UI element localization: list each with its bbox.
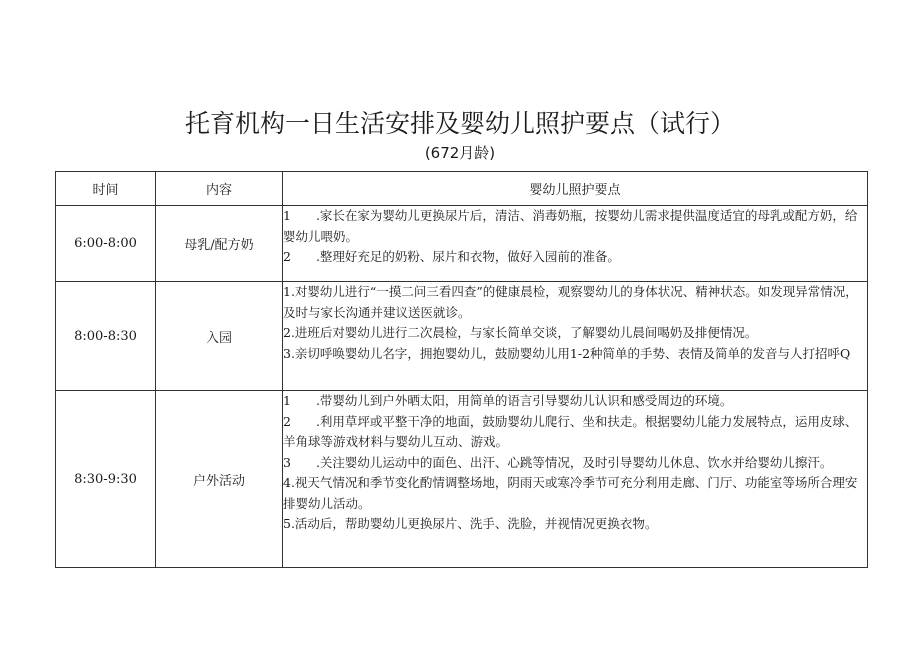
header-time: 时间: [56, 172, 156, 206]
document-title: 托育机构一日生活安排及婴幼儿照护要点（试行）: [184, 109, 735, 138]
daily-schedule-table: [55, 171, 868, 568]
care-point: 2 .整理好充足的奶粉、尿片和衣物，做好入园前的准备。: [283, 249, 620, 264]
time-cell: 6:00-8:00: [56, 206, 156, 282]
content-cell: 户外活动: [156, 391, 283, 568]
care-points-cell: [283, 206, 868, 282]
document-subtitle: (672月龄): [424, 144, 496, 162]
care-point: 5.活动后，帮助婴幼儿更换尿片、洗手、洗脸，并视情况更换衣物。: [283, 516, 658, 531]
content-cell: 母乳/配方奶: [156, 206, 283, 282]
care-point: 3 .关注婴幼儿运动中的面色、出汗、心跳等情况，及时引导婴幼儿休息、饮水并给婴幼儿擦汗。: [283, 454, 833, 470]
care-point: 2.进班后对婴幼儿进行二次晨检，与家长简单交谈，了解婴幼儿晨间喝奶及排便情况。: [283, 325, 758, 340]
header-content: 内容: [156, 172, 283, 206]
care-points-cell: [283, 282, 868, 391]
care-point: 1 .带婴幼儿到户外晒太阳，用简单的语言引导婴幼儿认识和感受周边的环境。: [283, 393, 733, 408]
care-point: 2 .利用草坪或平整干净的地面，鼓励婴幼儿爬行、坐和扶走。根据婴幼儿能力发展特点，运用皮球、羊角球等游戏材料与婴幼儿互动、游戏。: [283, 413, 858, 449]
care-point: 1 .家长在家为婴幼儿更换尿片后，清洁、消毒奶瓶，按婴幼儿需求提供温度适宜的母乳或配方奶，给婴幼儿喂奶。: [283, 208, 858, 244]
content-cell: 入园: [156, 282, 283, 391]
table-header-row: [56, 172, 868, 206]
care-points-cell: [283, 391, 868, 568]
time-cell: 8:30-9:30: [56, 391, 156, 568]
header-care-points: 婴幼儿照护要点: [283, 172, 868, 206]
care-point: 3.亲切呼唤婴幼儿名字，拥抱婴幼儿，鼓励婴幼儿用1-2种简单的手势、表情及简单的发音与人打招呼Q: [283, 345, 851, 361]
table-row: [56, 206, 868, 282]
table-row: [56, 282, 868, 391]
care-point: 4.视天气情况和季节变化酌情调整场地，阴雨天或寒冷季节可充分利用走廊、门厅、功能室等场所合理安排婴幼儿活动。: [283, 475, 858, 511]
time-cell: 8:00-8:30: [56, 282, 156, 391]
table-row: [56, 391, 868, 568]
care-point: 1.对婴幼儿进行“一摸二问三看四查”的健康晨检，观察婴幼儿的身体状况、精神状态。如发现异常情况，及时与家长沟通并建议送医就诊。: [283, 284, 858, 320]
